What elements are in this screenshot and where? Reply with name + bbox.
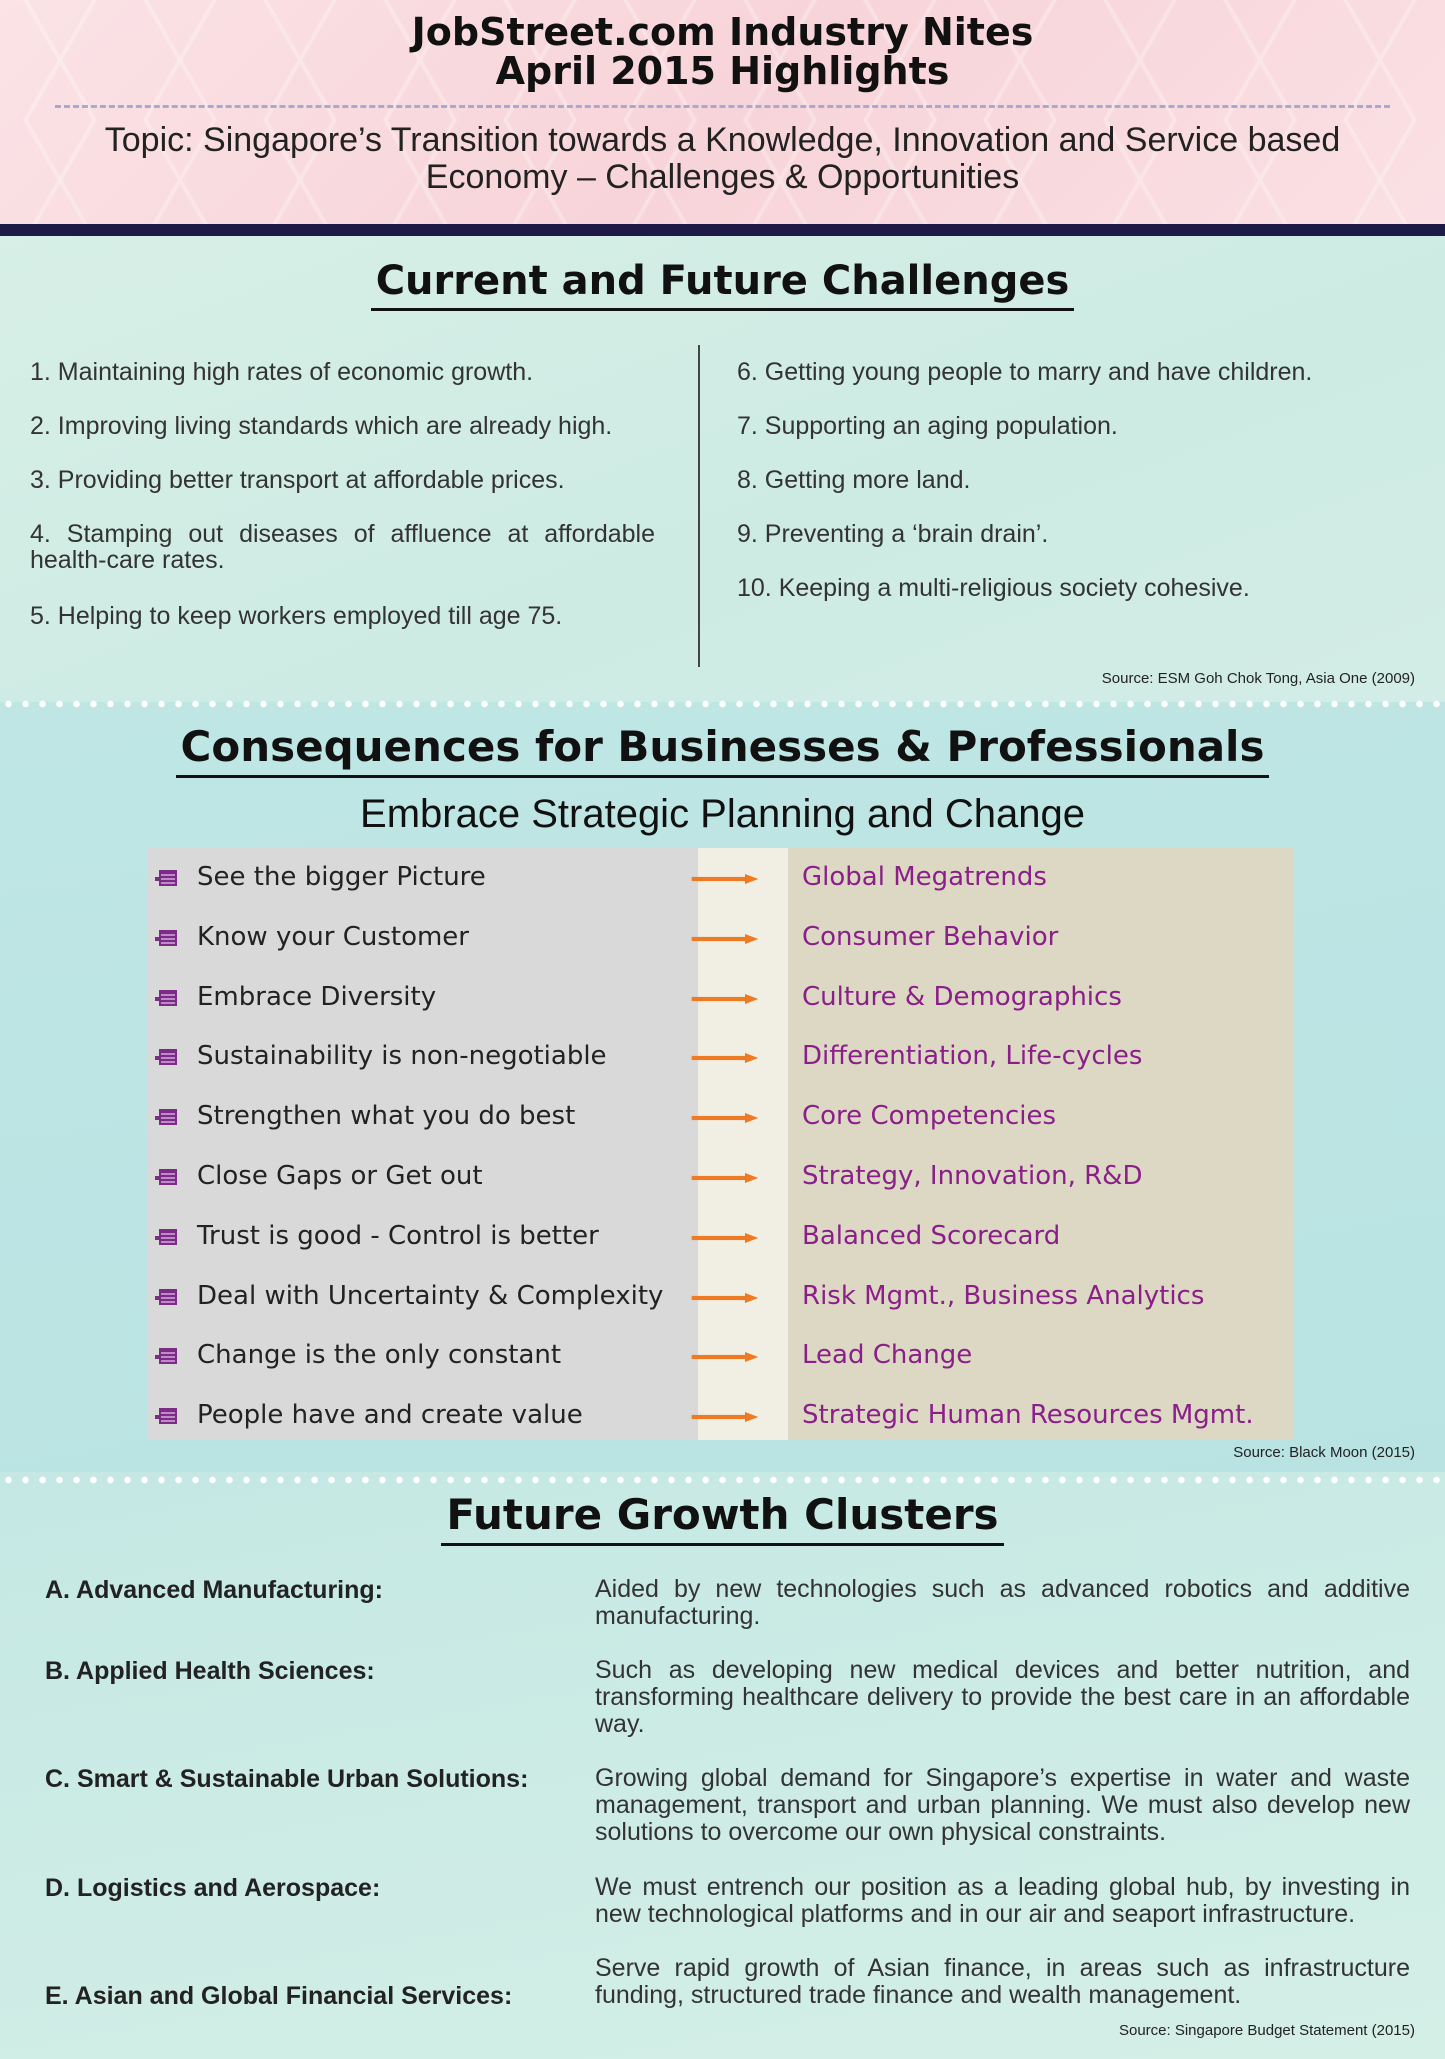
bullet-icon xyxy=(159,1229,177,1245)
arrow-right-icon xyxy=(685,1053,765,1063)
section-separator xyxy=(0,1476,1445,1484)
arrow-right-icon xyxy=(685,1293,765,1303)
row-focus-area: Differentiation, Life-cycles xyxy=(802,1041,1143,1072)
arrow-right-icon xyxy=(685,1233,765,1243)
row-principle: Strengthen what you do best xyxy=(197,1101,576,1132)
row-focus-area: Core Competencies xyxy=(802,1101,1057,1132)
arrow-right-icon xyxy=(685,1412,765,1422)
header-bottom-bar xyxy=(0,224,1445,236)
row-principle: Close Gaps or Get out xyxy=(197,1161,483,1191)
row-principle: See the bigger Picture xyxy=(197,862,486,892)
bullet-icon xyxy=(159,1169,177,1185)
challenge-item: 10. Keeping a multi-religious society cohesive. xyxy=(737,574,1250,602)
arrow-right-icon xyxy=(685,874,765,884)
row-focus-area: Culture & Demographics xyxy=(802,981,1122,1012)
table-row xyxy=(148,1386,1293,1445)
challenge-item: 8. Getting more land. xyxy=(737,466,971,494)
row-focus-area: Lead Change xyxy=(802,1340,973,1371)
challenge-item: 6. Getting young people to marry and have children. xyxy=(737,358,1313,386)
bullet-icon xyxy=(159,930,177,946)
challenge-item: 7. Supporting an aging population. xyxy=(737,412,1118,440)
row-focus-area: Balanced Scorecard xyxy=(802,1220,1061,1251)
table-row xyxy=(148,1147,1293,1206)
column-divider xyxy=(698,345,700,667)
row-focus-area: Global Megatrends xyxy=(802,862,1047,892)
row-principle: Trust is good - Control is better xyxy=(197,1220,599,1251)
cluster-description: Such as developing new medical devices and better nutrition, and transforming healthcare delivery to provide the best care in an affordable way. xyxy=(595,1656,1410,1738)
row-focus-area: Strategic Human Resources Mgmt. xyxy=(802,1400,1254,1431)
table-row xyxy=(148,968,1293,1027)
consequences-subtitle: Embrace Strategic Planning and Change xyxy=(360,792,1085,836)
cluster-description: We must entrench our position as a leading global hub, by investing in new technological platforms and in our air and seaport infrastructure. xyxy=(595,1873,1410,1928)
cluster-label: D. Logistics and Aerospace: xyxy=(45,1874,381,1902)
consequences-title: Consequences for Businesses & Professionals xyxy=(0,722,1445,778)
challenge-item: 4. Stamping out diseases of affluence at affordable health-care rates. xyxy=(30,520,655,574)
cluster-description: Aided by new technologies such as advanced robotics and additive manufacturing. xyxy=(595,1575,1410,1630)
row-focus-area: Strategy, Innovation, R&D xyxy=(802,1161,1143,1191)
bullet-icon xyxy=(159,1289,177,1305)
cluster-label: C. Smart & Sustainable Urban Solutions: xyxy=(45,1765,529,1793)
bullet-icon xyxy=(159,870,177,886)
clusters-source: Source: Singapore Budget Statement (2015) xyxy=(1118,2022,1415,2039)
table-row xyxy=(148,1326,1293,1385)
row-principle: Sustainability is non-negotiable xyxy=(197,1041,607,1072)
challenge-item: 9. Preventing a ‘brain drain’. xyxy=(737,520,1049,548)
page-title-line2: April 2015 Highlights xyxy=(495,49,950,93)
bullet-icon xyxy=(159,1348,177,1364)
table-row xyxy=(148,1207,1293,1266)
table-row xyxy=(148,1267,1293,1326)
row-principle: Know your Customer xyxy=(197,921,469,952)
header-banner xyxy=(0,0,1445,224)
section-separator xyxy=(0,700,1445,708)
table-row xyxy=(148,1027,1293,1086)
row-principle: Deal with Uncertainty & Complexity xyxy=(197,1280,664,1311)
row-principle: Change is the only constant xyxy=(197,1340,562,1371)
cluster-description: Growing global demand for Singapore’s expertise in water and waste management, transport and urban planning. We must also develop new solutions to overcome our own physical constraints. xyxy=(595,1764,1410,1846)
bullet-icon xyxy=(159,1049,177,1065)
page-title-line1: JobStreet.com Industry Nites xyxy=(411,10,1034,54)
clusters-title: Future Growth Clusters xyxy=(0,1490,1445,1546)
arrow-right-icon xyxy=(685,1173,765,1183)
table-row xyxy=(148,848,1293,907)
row-focus-area: Consumer Behavior xyxy=(802,921,1059,952)
bullet-icon xyxy=(159,1109,177,1125)
challenge-item: 3. Providing better transport at affordable prices. xyxy=(30,466,565,494)
challenge-item: 2. Improving living standards which are already high. xyxy=(30,412,613,440)
table-row xyxy=(148,1087,1293,1146)
arrow-right-icon xyxy=(685,1352,765,1362)
challenge-item: 1. Maintaining high rates of economic growth. xyxy=(30,358,534,386)
arrow-right-icon xyxy=(685,994,765,1004)
table-row xyxy=(148,908,1293,967)
cluster-description: Serve rapid growth of Asian finance, in areas such as infrastructure funding, structured trade finance and wealth management. xyxy=(595,1954,1410,2009)
challenges-source: Source: ESM Goh Chok Tong, Asia One (2009) xyxy=(1101,670,1415,687)
arrow-right-icon xyxy=(685,1113,765,1123)
row-focus-area: Risk Mgmt., Business Analytics xyxy=(802,1280,1205,1311)
bullet-icon xyxy=(159,1408,177,1424)
row-principle: People have and create value xyxy=(197,1400,583,1431)
arrow-right-icon xyxy=(685,934,765,944)
header-divider xyxy=(55,105,1390,108)
consequences-source: Source: Black Moon (2015) xyxy=(1233,1444,1415,1461)
bullet-icon xyxy=(159,990,177,1006)
topic-text: Topic: Singapore’s Transition towards a Knowledge, Innovation and Service based Economy – Challenges & Opportunities xyxy=(104,121,1341,196)
cluster-label: E. Asian and Global Financial Services: xyxy=(45,1982,513,2010)
challenge-item: 5. Helping to keep workers employed till age 75. xyxy=(30,602,563,630)
challenges-title: Current and Future Challenges xyxy=(0,258,1445,311)
cluster-label: B. Applied Health Sciences: xyxy=(45,1657,375,1685)
row-principle: Embrace Diversity xyxy=(197,981,437,1012)
cluster-label: A. Advanced Manufacturing: xyxy=(45,1576,383,1604)
